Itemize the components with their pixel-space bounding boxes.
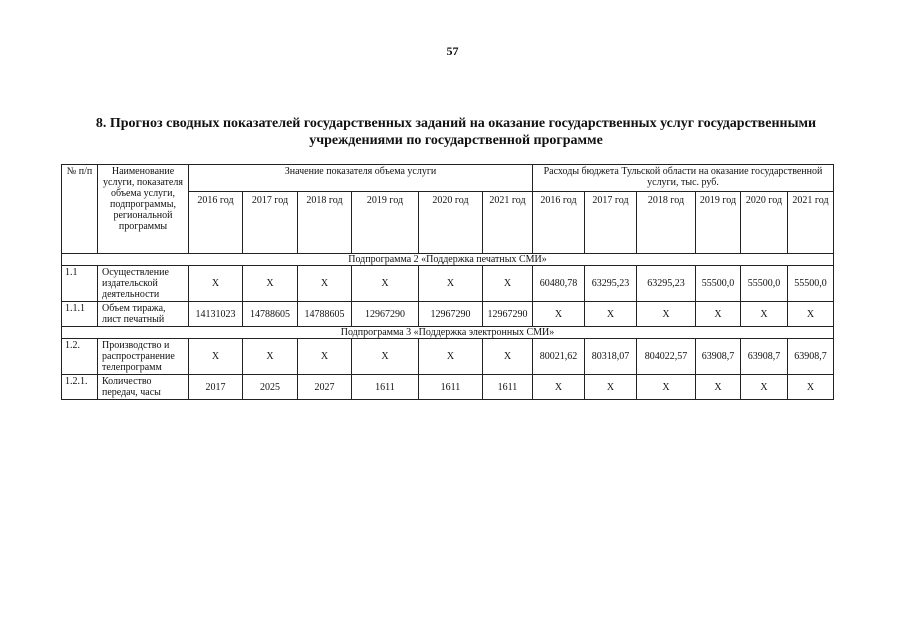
page-number: 57	[446, 44, 459, 58]
header-volume-year: 2018 год	[298, 192, 352, 254]
expense-cell: X	[696, 302, 741, 327]
table-row	[62, 302, 834, 327]
expense-cell: X	[741, 302, 788, 327]
row-num: 1.2.	[62, 339, 98, 375]
expense-cell: 63908,7	[741, 339, 788, 375]
expense-cell: X	[788, 302, 834, 327]
expense-cell: X	[741, 375, 788, 400]
expense-cell: 63295,23	[637, 266, 696, 302]
expense-cell: X	[585, 375, 637, 400]
header-expense-group: Расходы бюджета Тульской области на оказание государственной услуги, тыс. руб.	[533, 165, 834, 192]
volume-cell: 14788605	[298, 302, 352, 327]
expense-cell: 55500,0	[741, 266, 788, 302]
table-row	[62, 375, 834, 400]
header-expense-year: 2020 год	[741, 192, 788, 254]
volume-cell: 1611	[352, 375, 419, 400]
volume-cell: 1611	[419, 375, 483, 400]
row-name: Объем тиража, лист печатный	[98, 302, 189, 327]
volume-cell: 1611	[483, 375, 533, 400]
table-row	[62, 339, 834, 375]
volume-cell: X	[243, 266, 298, 302]
volume-cell: X	[483, 339, 533, 375]
volume-cell: 2017	[189, 375, 243, 400]
header-volume-group: Значение показателя объема услуги	[189, 165, 533, 192]
volume-cell: 2025	[243, 375, 298, 400]
volume-cell: 12967290	[419, 302, 483, 327]
volume-cell: 12967290	[352, 302, 419, 327]
row-num: 1.1.1	[62, 302, 98, 327]
section-title-line-2: учреждениями по государственной программе	[309, 133, 603, 148]
section-title	[60, 115, 852, 149]
expense-cell: X	[696, 375, 741, 400]
header-volume-year: 2017 год	[243, 192, 298, 254]
expense-cell: 63295,23	[585, 266, 637, 302]
expense-cell: X	[533, 375, 585, 400]
expense-cell: X	[585, 302, 637, 327]
row-name: Количество передач, часы	[98, 375, 189, 400]
header-volume-year: 2020 год	[419, 192, 483, 254]
expense-cell: X	[637, 375, 696, 400]
volume-cell: X	[189, 266, 243, 302]
header-num: № п/п	[62, 165, 98, 254]
volume-cell: 14131023	[189, 302, 243, 327]
volume-cell: X	[298, 339, 352, 375]
expense-cell: 80021,62	[533, 339, 585, 375]
subprogram-row: Подпрограмма 2 «Поддержка печатных СМИ»	[62, 254, 834, 266]
volume-cell: 2027	[298, 375, 352, 400]
expense-cell: 63908,7	[696, 339, 741, 375]
volume-cell: X	[419, 339, 483, 375]
row-num: 1.2.1.	[62, 375, 98, 400]
volume-cell: X	[352, 339, 419, 375]
header-expense-year: 2016 год	[533, 192, 585, 254]
row-num: 1.1	[62, 266, 98, 302]
expense-cell: 80318,07	[585, 339, 637, 375]
header-expense-year: 2019 год	[696, 192, 741, 254]
forecast-table	[61, 164, 834, 400]
expense-cell: X	[637, 302, 696, 327]
subprogram-row: Подпрограмма 3 «Поддержка электронных СМИ»	[62, 327, 834, 339]
volume-cell: 12967290	[483, 302, 533, 327]
expense-cell: X	[788, 375, 834, 400]
expense-cell: 55500,0	[696, 266, 741, 302]
volume-cell: 14788605	[243, 302, 298, 327]
volume-cell: X	[352, 266, 419, 302]
section-title-line-1: 8. Прогноз сводных показателей государственных заданий на оказание государственных услуг государственными	[95, 116, 817, 131]
header-name: Наименование услуги, показателя объема услуги, подпрограммы, региональной программы	[98, 165, 189, 254]
expense-cell: 60480,78	[533, 266, 585, 302]
header-expense-year: 2018 год	[637, 192, 696, 254]
expense-cell: 55500,0	[788, 266, 834, 302]
header-volume-year: 2019 год	[352, 192, 419, 254]
volume-cell: X	[298, 266, 352, 302]
header-volume-year: 2021 год	[483, 192, 533, 254]
row-name: Осуществление издательской деятельности	[98, 266, 189, 302]
volume-cell: X	[243, 339, 298, 375]
table-row	[62, 266, 834, 302]
expense-cell: 63908,7	[788, 339, 834, 375]
row-name: Производство и распространение телепрограмм	[98, 339, 189, 375]
header-volume-year: 2016 год	[189, 192, 243, 254]
header-expense-year: 2021 год	[788, 192, 834, 254]
expense-cell: 804022,57	[637, 339, 696, 375]
volume-cell: X	[419, 266, 483, 302]
volume-cell: X	[189, 339, 243, 375]
header-expense-year: 2017 год	[585, 192, 637, 254]
expense-cell: X	[533, 302, 585, 327]
volume-cell: X	[483, 266, 533, 302]
